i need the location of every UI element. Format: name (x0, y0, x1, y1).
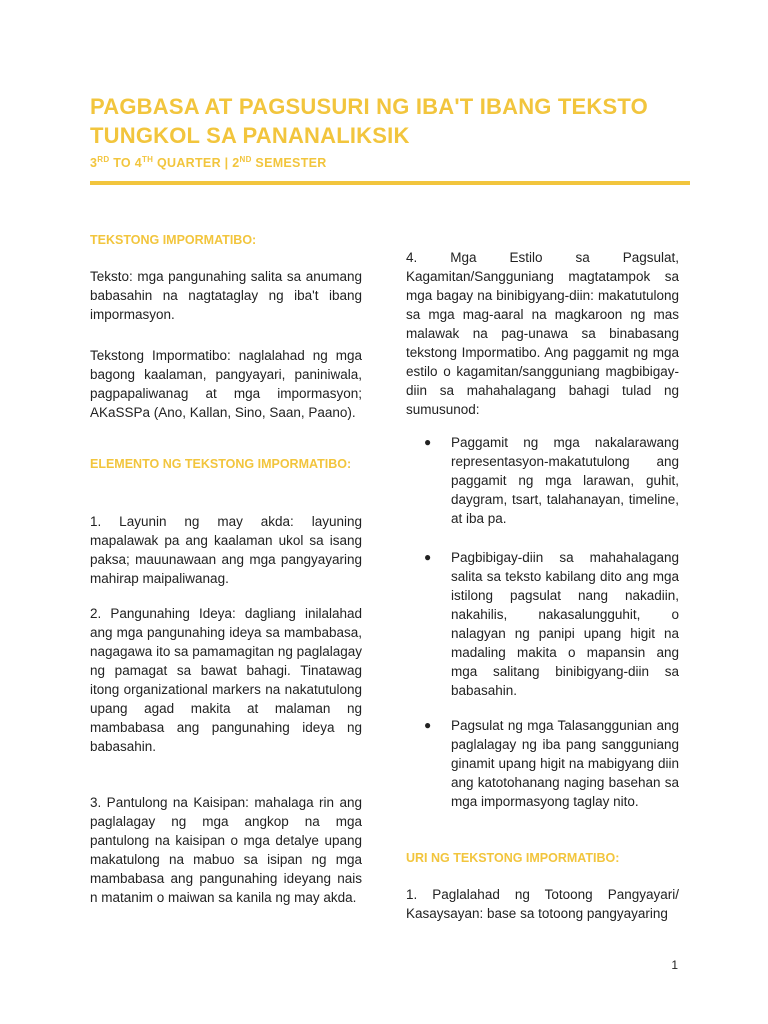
subtitle-sup: RD (97, 155, 110, 164)
section-heading: TEKSTONG IMPORMATIBO: (90, 233, 257, 247)
subtitle-sup: TH (141, 155, 154, 164)
bullet-icon: ● (424, 550, 432, 564)
list-item-text: Pagbibigay-diin sa mahahalagang salita sa teksto kabilang dito ang mga istilong pagsulat nang nakadiin, nakahilis, nakasalungguhit, o nalagyan ng panipi upang higit na madaling makita o mapansin ang mga salitang binibigyang-diin sa babasahin. (451, 550, 679, 698)
paragraph: Tekstong Impormatibo: naglalahad ng mga bagong kaalaman, pangyayari, paniniwala, pagpapaliwanag at mga impormasyon; AKaSSPa (Ano, Kallan, Sino, Saan, Paano). (90, 348, 362, 420)
subtitle-part: 3 (90, 156, 98, 171)
bullet-icon: ● (424, 718, 432, 732)
subtitle-part: TO 4 (109, 156, 142, 171)
paragraph: 4. Mga Estilo sa Pagsulat, Kagamitan/Sangguniang magtatampok sa mga bagay na binibigyang-diin: makatutulong sa mga mag-aaral na magkaroon ng mas malawak na pag-unawa sa binabasang tekstong Impormatibo. Ang paggamit ng mga estilo o kagamitan/sangguniang magbibigay-diin sa mahahalagang bahagi tulad ng sumusunod: (406, 250, 679, 417)
document-subtitle (90, 155, 327, 170)
bullet-icon: ● (424, 435, 432, 449)
subtitle-part: QUARTER | 2 (153, 156, 240, 171)
document-title: PAGBASA AT PAGSUSURI NG IBA'T IBANG TEKSTO TUNGKOL SA PANANALIKSIK (90, 94, 648, 148)
paragraph: 3. Pantulong na Kaisipan: mahalaga rin ang paglalagay ng mga angkop na mga pantulong na kaisipan o mga detalye upang makatulong na mabuo sa isipan ng mga mambabasa ang pangunahing ideyang nais n matanim o maiwan sa kanila ng may akda. (90, 795, 362, 905)
paragraph: 1. Paglalahad ng Totoong Pangyayari/ Kasaysayan: base sa totoong pangyayaring (406, 887, 679, 921)
paragraph: Teksto: mga pangunahing salita sa anumang babasahin na nagtataglay ng iba't ibang impormasyon. (90, 269, 362, 322)
paragraph: 1. Layunin ng may akda: layuning mapalawak pa ang kaalaman ukol sa isang paksa; mauunawaan ang mga pangyayaring mahirap maipaliwanag. (90, 514, 362, 586)
section-heading: URI NG TEKSTONG IMPORMATIBO: (406, 851, 620, 865)
section-heading: ELEMENTO NG TEKSTONG IMPORMATIBO: (90, 457, 352, 471)
header-divider (90, 181, 690, 185)
paragraph: 2. Pangunahing Ideya: dagliang inilalahad ang mga pangunahing ideya sa mambabasa, nagagawa ito sa pamamagitan ng paglalagay ng pamagat sa bawat bahagi. Tinatawag itong organizational markers na nakatutulong upang agad makita at malaman ng mambabasa ang pangunahing ideya ng babasahin. (90, 606, 362, 754)
page-number: 1 (671, 958, 678, 972)
list-item-text: Paggamit ng mga nakalarawang representasyon-makatutulong ang paggamit ng mga larawan, guhit, daygram, tsart, talahanayan, timeline, at iba pa. (451, 435, 679, 526)
subtitle-sup: ND (239, 155, 252, 164)
list-item-text: Pagsulat ng mga Talasanggunian ang paglalagay ng iba pang sangguniang ginamit upang higit na mabigyang diin ang katotohanang naging basehan sa mga impormasyong taglay nito. (451, 718, 679, 809)
subtitle-part: SEMESTER (251, 156, 327, 171)
